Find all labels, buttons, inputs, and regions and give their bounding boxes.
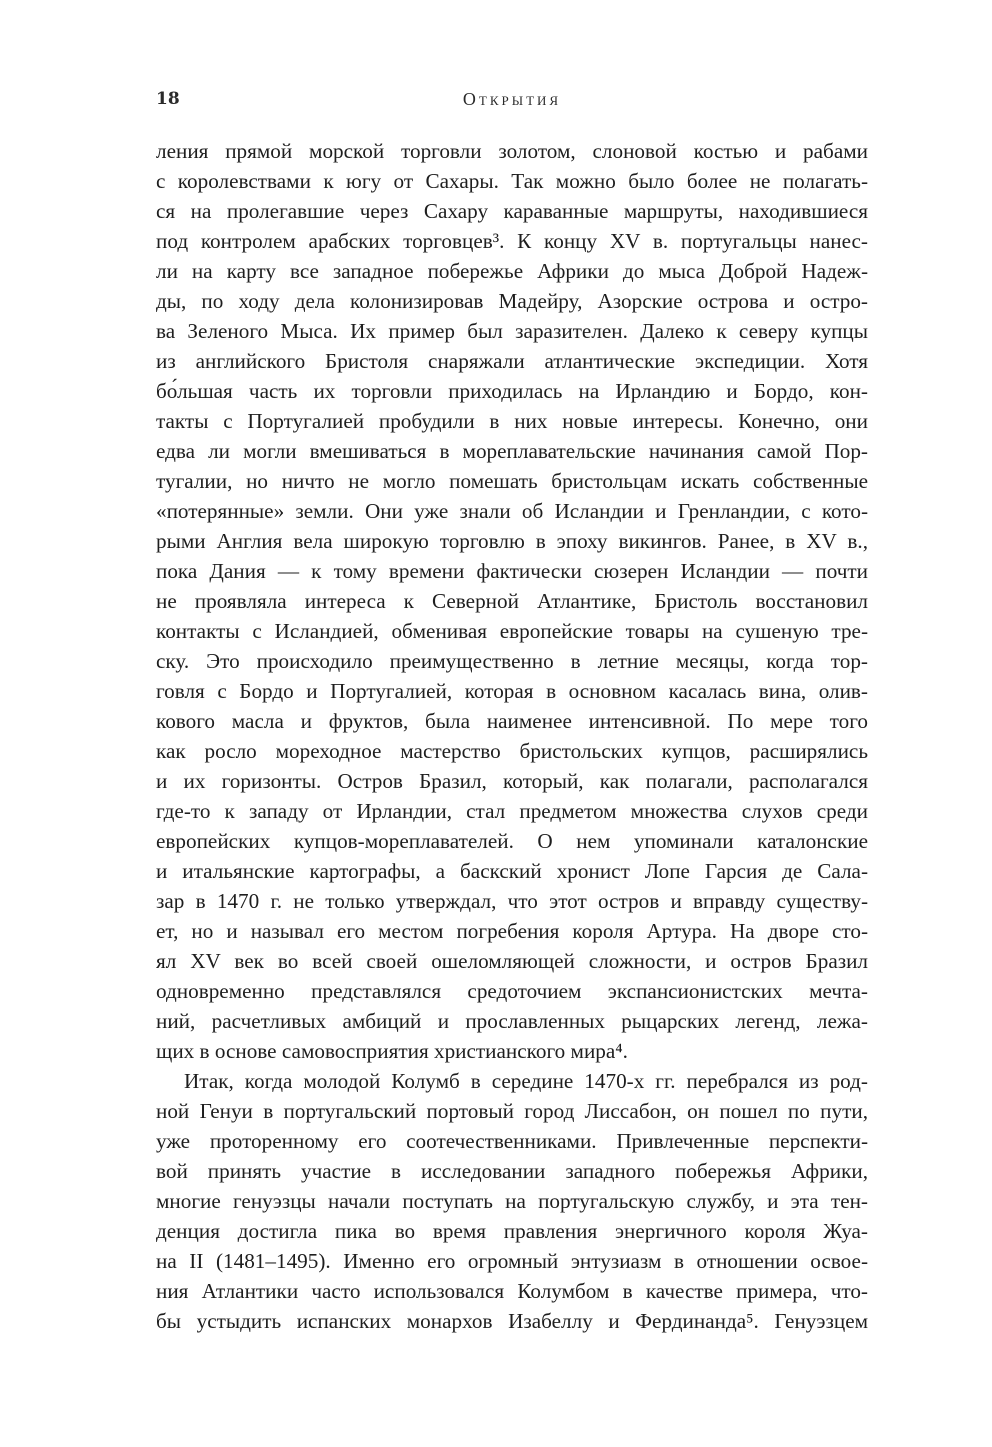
text-line: как росло мореходное мастерство бристольских купцов, расширялись xyxy=(156,739,868,763)
text-line: ся на пролегавшие через Сахару караванные маршруты, находившиеся xyxy=(156,199,868,223)
text-line: уже проторенному его соотечественниками. Привлеченные перспекти- xyxy=(156,1129,868,1153)
text-line: ли на карту все западное побережье Африки до мыса Доброй Надеж- xyxy=(156,259,868,283)
text-line: многие генуэзцы начали поступать на португальскую службу, и эта тен- xyxy=(156,1189,868,1213)
text-line: не проявляла интереса к Северной Атлантике, Бристоль восстановил xyxy=(156,589,868,613)
text-line: и итальянские картографы, а баскский хронист Лопе Гарсия де Сала- xyxy=(156,859,868,883)
text-line: ния Атлантики часто использовался Колумбом в качестве примера, что- xyxy=(156,1279,868,1303)
text-line: денция достигла пика во время правления энергичного короля Жуа- xyxy=(156,1219,868,1243)
text-line: с королевствами к югу от Сахары. Так можно было более не полагать- xyxy=(156,169,868,193)
text-line: ску. Это происходило преимущественно в летние месяцы, когда тор- xyxy=(156,649,868,673)
running-header: Открытия xyxy=(462,89,562,109)
text-line: рыми Англия вела широкую торговлю в эпоху викингов. Ранее, в XV в., xyxy=(156,529,868,553)
text-line: ды, по ходу дела колонизировав Мадейру, Азорские острова и остро- xyxy=(156,289,868,313)
text-line: зар в 1470 г. не только утверждал, что этот остров и вправду существу- xyxy=(156,889,868,913)
text-line: и их горизонты. Остров Бразил, который, как полагали, располагался xyxy=(156,769,868,793)
text-line: где-то к западу от Ирландии, стал предметом множества слухов среди xyxy=(156,799,868,823)
text-line: вой принять участие в исследовании западного побережья Африки, xyxy=(156,1159,868,1183)
text-line: европейских купцов-мореплавателей. О нем упоминали каталонские xyxy=(156,829,868,853)
text-line: говля с Бордо и Португалией, которая в основном касалась вина, олив- xyxy=(156,679,868,703)
text-line: ной Генуи в португальский портовый город Лиссабон, он пошел по пути, xyxy=(156,1099,868,1123)
text-line: из английского Бристоля снаряжали атлантические экспедиции. Хотя xyxy=(156,349,868,373)
text-line: тугалии, но ничто не могло помешать бристольцам искать собственные xyxy=(156,469,868,493)
text-line: «потерянные» земли. Они уже знали об Исландии и Гренландии, с кото- xyxy=(156,499,868,523)
text-line: одновременно представлялся средоточием экспансионистских мечта- xyxy=(156,979,868,1003)
paragraph-start-line: Итак, когда молодой Колумб в середине 1470-х гг. перебрался из род- xyxy=(184,1069,868,1093)
paragraph-end-line: щих в основе самовосприятия христианского мира⁴. xyxy=(156,1039,628,1063)
text-line: пока Дания — к тому времени фактически сюзерен Исландии — почти xyxy=(156,559,868,583)
text-line: под контролем арабских торговцев³. К концу XV в. португальцы нанес- xyxy=(156,229,868,253)
text-line: такты с Португалией пробудили в них новые интересы. Конечно, они xyxy=(156,409,868,433)
text-line: контакты с Исландией, обменивая европейские товары на сушеную тре- xyxy=(156,619,868,643)
text-line: бы устыдить испанских монархов Изабеллу и Фердинанда⁵. Генуэзцем xyxy=(156,1309,868,1333)
page-number: 18 xyxy=(156,89,180,109)
text-line: на II (1481–1495). Именно его огромный энтузиазм в отношении освое- xyxy=(156,1249,868,1273)
body-text xyxy=(156,136,868,1336)
text-line: ления прямой морской торговли золотом, слоновой костью и рабами xyxy=(156,139,868,163)
text-line: ет, но и называл его местом погребения короля Артура. На дворе сто- xyxy=(156,919,868,943)
text-line: ний, расчетливых амбиций и прославленных рыцарских легенд, лежа- xyxy=(156,1009,868,1033)
text-line: кового масла и фруктов, была наименее интенсивной. По мере того xyxy=(156,709,868,733)
text-line: бо́льшая часть их торговли приходилась на Ирландию и Бордо, кон- xyxy=(156,379,868,403)
text-line: ял XV век во всей своей ошеломляющей сложности, и остров Бразил xyxy=(156,949,868,973)
text-line: ва Зеленого Мыса. Их пример был заразителен. Далеко к северу купцы xyxy=(156,319,868,343)
text-line: едва ли могли вмешиваться в мореплавательские начинания самой Пор- xyxy=(156,439,868,463)
